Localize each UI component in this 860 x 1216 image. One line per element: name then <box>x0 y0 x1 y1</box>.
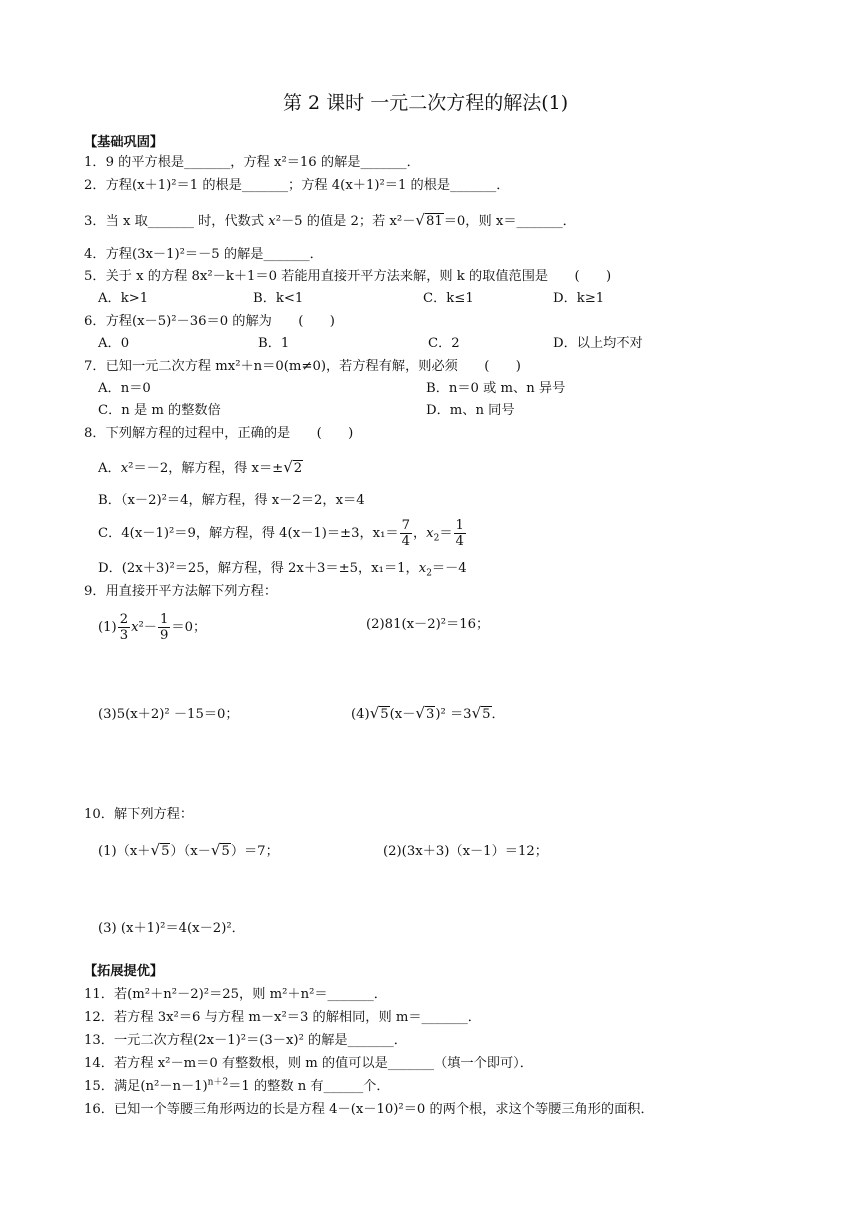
q9-p1-mid: ²－ <box>138 620 157 635</box>
q5-option-a: A．k>1 <box>98 291 149 306</box>
question-5-stem: 5．关于 x 的方程 8x²－k＋1＝0 若能用直接开平方法来解，则 k 的取值范围是 ( ) <box>84 269 612 284</box>
q10-part-2: (2)(3x＋3)（x－1）＝12； <box>383 844 548 859</box>
q7-option-c: C．n 是 m 的整数倍 <box>98 403 221 418</box>
variable: x <box>131 620 139 635</box>
q8-d-subscript: 2 <box>426 568 432 579</box>
question-3 <box>84 211 576 231</box>
denominator: 9 <box>160 628 169 643</box>
q9-p4-post: )² ＝3 <box>435 707 472 722</box>
part-label: (3) <box>98 707 117 722</box>
numerator: 2 <box>119 612 129 627</box>
q3-radicand: 81 <box>425 214 443 229</box>
q7-option-b: B．n＝0 或 m、n 异号 <box>426 381 566 396</box>
section-heading-extension: 【拓展提优】 <box>84 964 164 979</box>
q9-p4-end: ． <box>491 707 505 722</box>
radicand: 5 <box>161 844 170 859</box>
q8-c-text: C．4(x－1)²＝9，解方程，得 4(x－1)＝±3，x₁＝ <box>98 526 399 541</box>
question-10-stem: 10．解下列方程： <box>84 807 194 822</box>
q10-part-3: (3) (x＋1)²＝4(x－2)²． <box>98 921 245 936</box>
radical-sign: √ <box>415 704 425 722</box>
numerator: 1 <box>160 612 169 627</box>
part-label: (1) <box>98 620 117 635</box>
denominator: 4 <box>401 534 410 549</box>
q8-option-c <box>98 518 467 549</box>
numerator: 7 <box>401 518 410 533</box>
radical-sign: √ <box>471 704 482 722</box>
question-8-stem: 8．下列解方程的过程中，正确的是 ( ) <box>84 426 354 441</box>
q15-exponent: n＋2 <box>207 1077 229 1088</box>
numerator: 1 <box>455 518 464 533</box>
q9-part-2: (2)81(x－2)²＝16； <box>366 617 490 632</box>
q8-option-d <box>98 560 467 578</box>
radical-sign: √ <box>415 211 425 229</box>
q6-option-b: B．1 <box>258 336 290 351</box>
q9-part-4 <box>351 704 505 724</box>
q6-option-d: D．以上均不对 <box>553 336 643 351</box>
question-15 <box>84 1078 390 1096</box>
q7-option-a: A．n＝0 <box>98 381 151 396</box>
radicand: 5 <box>380 707 389 722</box>
question-16: 16．已知一个等腰三角形两边的长是方程 4－(x－10)²＝0 的两个根，求这个等腰三角形的面积． <box>84 1102 654 1117</box>
q8-c-eq: ＝ <box>439 526 453 541</box>
q8-option-a <box>98 458 303 478</box>
q6-option-a: A．0 <box>98 336 130 351</box>
question-7-stem: 7．已知一元二次方程 mx²＋n＝0(m≠0)，若方程有解，则必须 ( ) <box>84 359 521 374</box>
fraction <box>118 612 130 643</box>
part-label: (4) <box>351 707 370 722</box>
question-4: 4．方程(3x－1)²＝－5 的解是_______． <box>84 247 323 262</box>
q15-text-pre: 15．满足(n²－n－1) <box>84 1079 208 1094</box>
q8-c-subscript: 2 <box>433 533 440 544</box>
q8-c-sep: ， <box>412 526 427 541</box>
fraction <box>400 518 412 549</box>
q7-option-d: D．m、n 同号 <box>426 403 515 418</box>
q8-c-var: x <box>426 526 434 541</box>
q15-text-post: ＝1 的整数 n 有______个． <box>228 1079 390 1094</box>
q10-p1-post: ）＝7； <box>230 844 279 859</box>
q5-option-c: C．k≤1 <box>423 291 474 306</box>
q5-option-d: D．k≥1 <box>553 291 605 306</box>
question-6-stem: 6．方程(x－5)²－36＝0 的解为 ( ) <box>84 314 335 329</box>
q10-p1-mid: ）（x－ <box>170 844 211 859</box>
q8-d-post: ＝－4 <box>431 561 467 576</box>
q6-option-c: C．2 <box>428 336 460 351</box>
question-2: 2．方程(x＋1)²＝1 的根是_______；方程 4(x＋1)²＝1 的根是_______． <box>84 178 510 193</box>
q8-a-text: ²＝－2，解方程，得 x＝± <box>128 461 284 476</box>
q3-var: x <box>268 214 276 229</box>
q8-a-var: x <box>120 461 129 476</box>
question-14: 14．若方程 x²－m＝0 有整数根，则 m 的值可以是_______（填一个即可）． <box>84 1056 533 1071</box>
radical-sign: √ <box>210 841 221 859</box>
denominator: 4 <box>455 534 464 549</box>
q3-text-mid: ²－5 的值是 2；若 x²－ <box>275 214 416 229</box>
q5-option-b: B．k<1 <box>253 291 304 306</box>
q9-p1-post: ＝0； <box>171 620 207 635</box>
q8-option-b: B．（x－2)²＝4，解方程，得 x－2＝2，x＝4 <box>98 493 365 508</box>
question-9-stem: 9．用直接开平方法解下列方程： <box>84 584 278 599</box>
radicand: 3 <box>425 707 435 722</box>
fraction <box>158 612 170 643</box>
denominator: 3 <box>119 628 129 643</box>
q10-p1-text: (1)（x＋ <box>98 844 151 859</box>
q10-part-1 <box>98 841 279 861</box>
question-1: 1．9 的平方根是_______，方程 x²＝16 的解是_______． <box>84 155 420 170</box>
q3-text-pre: 3．当 x 取_______ 时，代数式 <box>84 214 265 229</box>
radicand: 5 <box>221 844 230 859</box>
radical-sign: √ <box>369 704 380 722</box>
q3-text-post: ＝0，则 x＝_______． <box>443 214 576 229</box>
q8-a-label: A． <box>98 461 121 476</box>
q9-part-3 <box>98 706 239 724</box>
radicand: 5 <box>482 707 491 722</box>
q9-p3-equation: 5(x＋2)² －15＝0； <box>116 707 239 722</box>
q8-d-var: x <box>418 561 427 576</box>
q9-part-1 <box>98 612 206 643</box>
q8-d-text: D．(2x＋3)²＝25，解方程，得 2x＋3＝±5，x₁＝1， <box>98 561 419 576</box>
page-title: 第 2 课时 一元二次方程的解法(1) <box>283 92 569 114</box>
radical-sign: √ <box>150 841 161 859</box>
question-12: 12．若方程 3x²＝6 与方程 m－x²＝3 的解相同，则 m＝_______． <box>84 1010 481 1025</box>
section-heading-basic: 【基础巩固】 <box>84 135 164 150</box>
q9-p4-mid: (x－ <box>389 707 416 722</box>
q8-a-radicand: 2 <box>293 461 303 476</box>
question-11: 11．若(m²＋n²－2)²＝25，则 m²＋n²＝_______． <box>84 987 387 1002</box>
radical-sign: √ <box>283 458 293 476</box>
question-13: 13．一元二次方程(2x－1)²＝(3－x)² 的解是_______． <box>84 1033 407 1048</box>
fraction <box>454 518 466 549</box>
